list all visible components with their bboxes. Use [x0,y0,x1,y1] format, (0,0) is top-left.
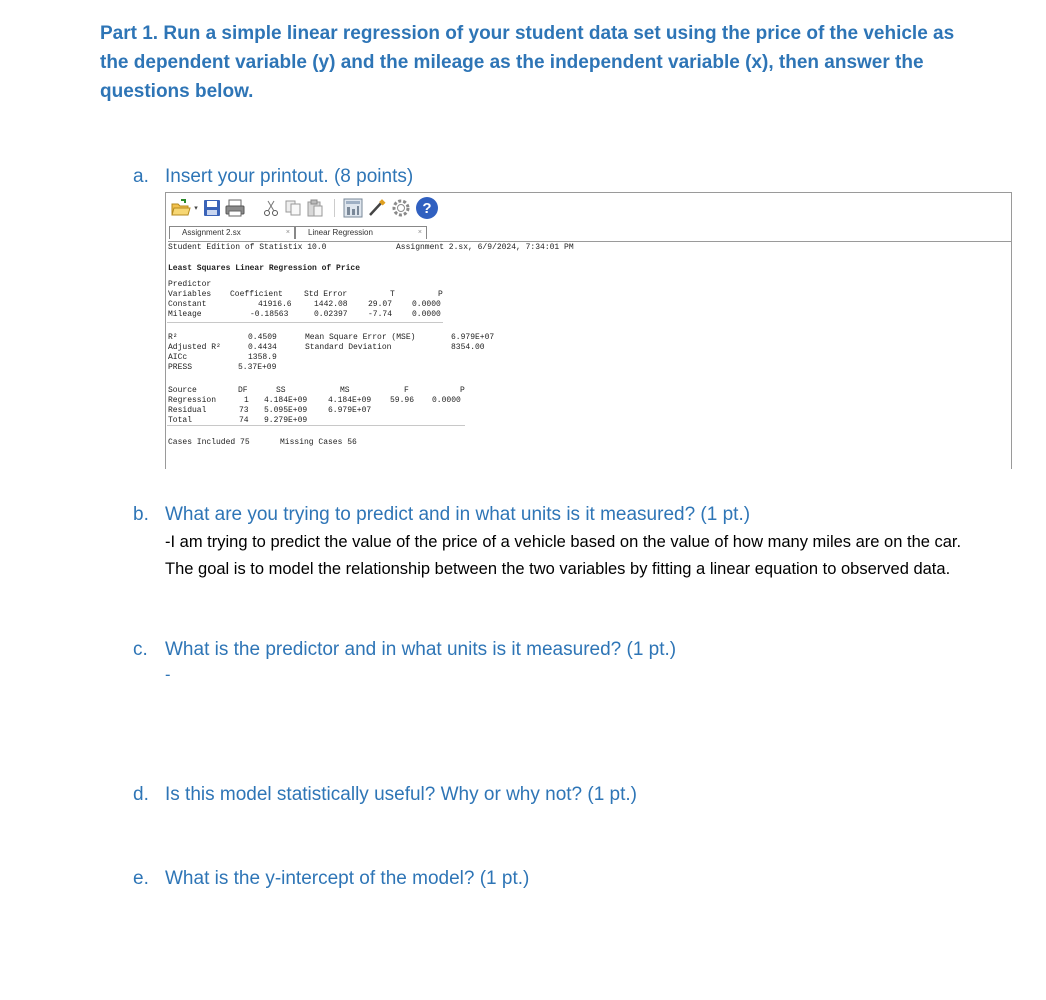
fit-stat-name: R² [168,333,178,342]
fit-stat-name: Adjusted R² [168,343,221,352]
close-icon[interactable]: × [417,229,422,236]
question-e [133,867,529,891]
edit-icon[interactable] [366,197,388,219]
question-text: What is the y-intercept of the model? (1 pt.) [165,868,530,889]
fit-right-name: Standard Deviation [305,343,392,352]
anova-row-f: 59.96 [390,396,415,405]
coef-row-t: -7.74 [368,310,393,319]
fit-stat-value: 0.4509 [248,333,277,342]
question-c [133,638,676,662]
coef-row-t: 29.07 [368,300,393,309]
report-header-right: Assignment 2.sx, 6/9/2024, 7:34:01 PM [396,243,574,252]
coef-row-name: Mileage [168,310,202,319]
fit-right-name: Mean Square Error (MSE) [305,333,416,342]
question-d [133,783,637,807]
question-b [133,503,750,527]
chart-icon[interactable] [342,197,364,219]
question-text: What is the predictor and in what units is it measured? (1 pt.) [165,639,677,660]
answer-c: - [165,666,171,684]
coef-label-predictor: Predictor [168,280,212,289]
close-icon[interactable]: × [285,229,290,236]
help-glyph: ? [422,200,432,217]
toolbar [166,193,1011,225]
tab-label: Linear Regression [308,228,373,237]
paste-icon[interactable] [305,197,325,219]
anova-row-p: 0.0000 [432,396,461,405]
anova-row-source: Regression [168,396,217,405]
missing-cases: Missing Cases 56 [280,438,357,447]
question-number: e. [133,868,149,889]
report-header-left: Student Edition of Statistix 10.0 [168,243,327,252]
anova-row-ms: 6.979E+07 [328,406,372,415]
anova-header-source: Source [168,386,197,395]
anova-row-source: Residual [168,406,207,415]
coef-header-p: P [438,290,443,299]
coef-row-p: 0.0000 [412,300,441,309]
anova-row-ss: 5.095E+09 [264,406,308,415]
question-a [133,165,413,189]
coef-row-se: 0.02397 [314,310,348,319]
question-number: a. [133,166,149,187]
anova-row-ss: 4.184E+09 [264,396,308,405]
fit-stat-name: AICc [168,353,188,362]
anova-header-ms: MS [340,386,350,395]
settings-icon[interactable] [390,197,412,219]
cases-included: Cases Included 75 [168,438,250,447]
anova-header-p: P [460,386,465,395]
report-output [168,241,1011,447]
anova-row-source: Total [168,416,193,425]
anova-row-ms: 4.184E+09 [328,396,372,405]
fit-right-value: 6.979E+07 [451,333,495,342]
tab-assignment[interactable] [169,226,295,239]
answer-b: -I am trying to predict the value of the price of a vehicle based on the value of how many miles are on the car. The goal is to model the relationship between the two variables by fitting a linear equation to observed data. [165,533,962,578]
fit-stat-name: PRESS [168,363,193,372]
anova-header-f: F [404,386,409,395]
report-title: Least Squares Linear Regression of Price [168,264,361,273]
anova-header-ss: SS [276,386,286,395]
question-text: Is this model statistically useful? Why or why not? (1 pt.) [165,784,638,805]
question-text: What are you trying to predict and in what units is it measured? (1 pt.) [165,504,751,525]
copy-icon[interactable] [283,197,303,219]
statistix-printout [165,192,1012,469]
question-number: b. [133,504,149,525]
anova-row-df: 73 [239,406,249,415]
cut-icon[interactable] [262,197,280,219]
dropdown-arrow-icon[interactable]: ▾ [194,205,198,212]
fit-stat-value: 0.4434 [248,343,277,352]
help-icon[interactable] [414,197,440,219]
coef-header-std-error: Std Error [304,290,348,299]
coef-row-coef: 41916.6 [258,300,292,309]
anova-row-ss: 9.279E+09 [264,416,308,425]
fit-stat-value: 5.37E+09 [238,363,277,372]
anova-header-df: DF [238,386,248,395]
tab-label: Assignment 2.sx [182,228,241,237]
toolbar-divider [334,199,335,217]
save-icon[interactable] [202,197,222,219]
question-text: Insert your printout. (8 points) [165,166,414,187]
question-number: d. [133,784,149,805]
coef-row-p: 0.0000 [412,310,441,319]
fit-right-value: 8354.00 [451,343,485,352]
coef-label-variables: Variables [168,290,212,299]
page-heading: Part 1. Run a simple linear regression of your student data set using the price of the vehicle as the dependent variable (y) and the mileage as the independent variable (x), then answer the questions below. [100,23,955,102]
print-icon[interactable] [224,197,246,219]
coef-header-t: T [390,290,395,299]
coef-row-name: Constant [168,300,207,309]
anova-row-df: 74 [239,416,249,425]
question-number: c. [133,639,148,660]
tab-linear-regression[interactable] [295,226,427,239]
anova-row-df: 1 [244,396,249,405]
fit-stat-value: 1358.9 [248,353,277,362]
coef-row-coef: -0.18563 [250,310,289,319]
coef-header-coefficient: Coefficient [230,290,283,299]
open-folder-icon[interactable] [170,197,192,219]
document-tabs [166,226,1011,240]
coef-row-se: 1442.08 [314,300,348,309]
